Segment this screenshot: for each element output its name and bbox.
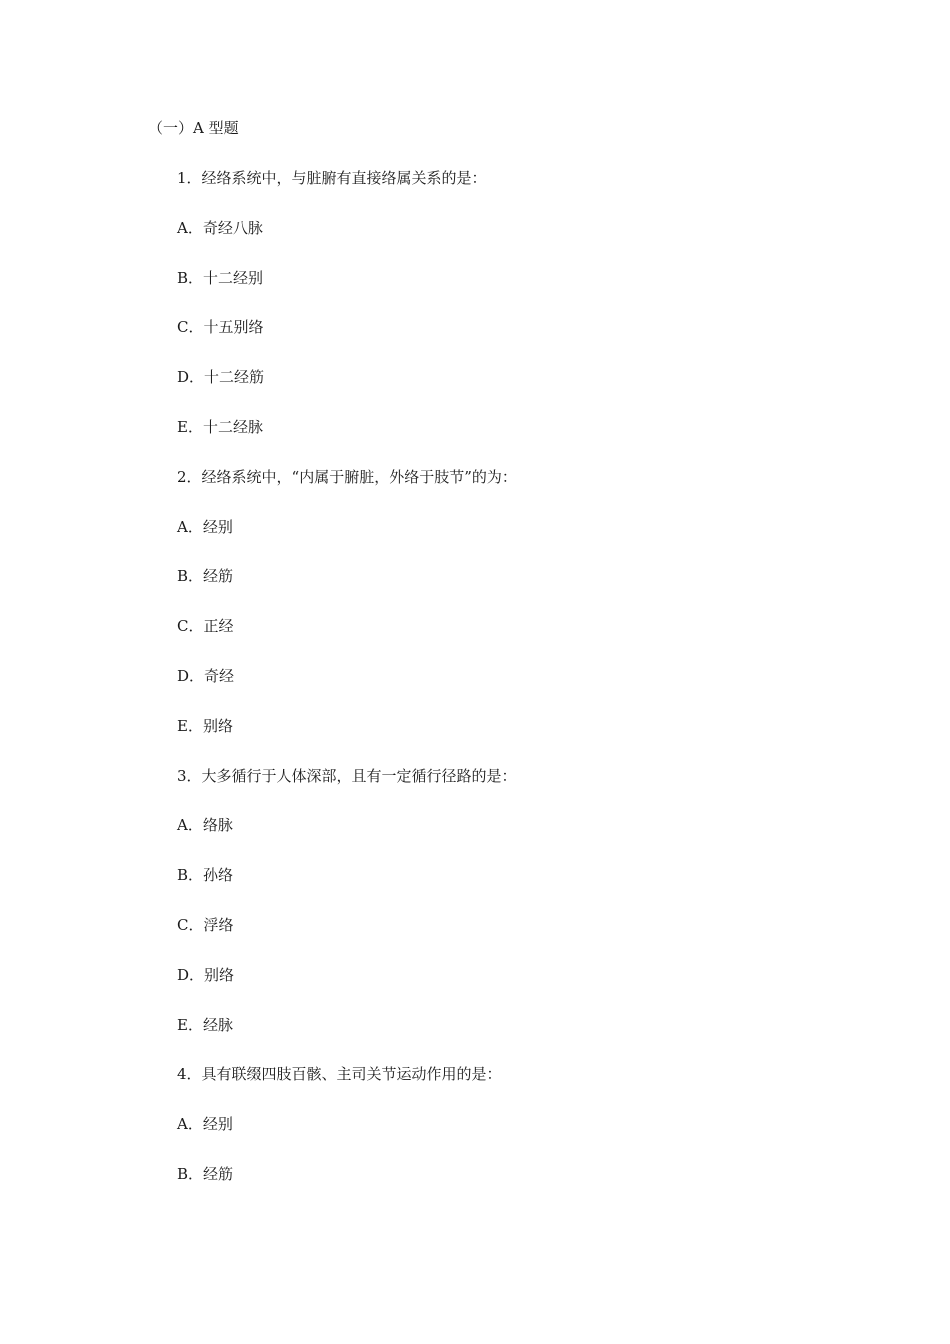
answer-option: A．奇经八脉: [177, 218, 263, 237]
answer-option: C．正经: [177, 617, 234, 636]
answer-option: D．别络: [177, 965, 235, 984]
answer-option: A．经别: [177, 517, 233, 536]
answer-option: A．经别: [177, 1115, 233, 1134]
question-list: [177, 166, 877, 1212]
answer-option: B．十二经别: [177, 268, 264, 287]
answer-option: D．十二经筋: [177, 368, 265, 387]
answer-option: C．浮络: [177, 915, 234, 934]
answer-option: B．经筋: [177, 567, 234, 586]
answer-option: C．十五别络: [177, 318, 264, 337]
answer-option: A．络脉: [177, 816, 233, 835]
answer-option: E．经脉: [177, 1015, 233, 1034]
question-stem: 4．具有联缀四肢百骸、主司关节运动作用的是：: [177, 1065, 502, 1084]
question-stem: 3．大多循行于人体深部，且有一定循行径路的是：: [177, 766, 517, 785]
answer-option: B．经筋: [177, 1164, 234, 1183]
answer-option: E．十二经脉: [177, 417, 263, 436]
answer-option: D．奇经: [177, 666, 235, 685]
answer-option: B．孙络: [177, 866, 234, 885]
question-stem: 2．经络系统中，“内属于腑脏，外络于肢节”的为：: [177, 467, 517, 486]
answer-option: E．别络: [177, 716, 233, 735]
question-stem: 1．经络系统中，与脏腑有直接络属关系的是：: [177, 169, 487, 187]
section-heading: （一）A 型题: [148, 119, 239, 137]
